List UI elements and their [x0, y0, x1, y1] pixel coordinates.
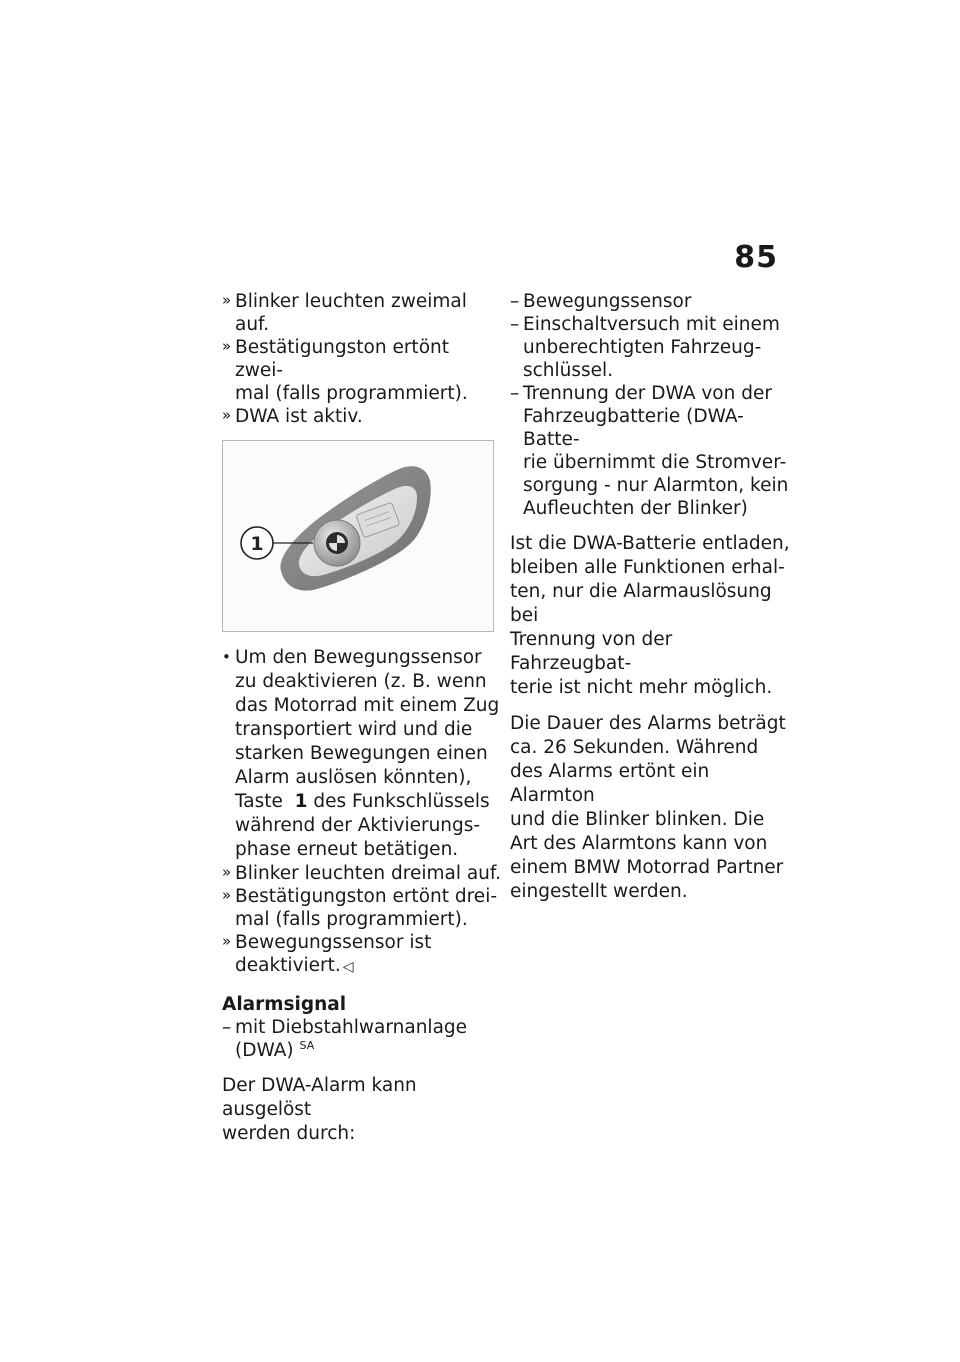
special-equipment-badge: SA	[299, 1038, 315, 1052]
option-item: – mit Diebstahlwarnanlage (DWA) $^{SA}$	[222, 1016, 502, 1062]
right-column	[510, 290, 790, 904]
instruction-step	[222, 646, 502, 862]
key-fob-illustration	[223, 441, 493, 631]
battery-paragraph: Ist die DWA-Batterie entladen, bleiben alle Funktionen erhal- ten, nur die Alarmauslösung bei Trennung von der Fahrzeugbat- terie ist nicht mehr möglich.	[510, 533, 790, 698]
result-item: » Bestätigungston ertönt zwei- mal (falls programmiert).	[222, 336, 502, 405]
trigger-item: – Bewegungssensor	[510, 290, 790, 313]
alarm-intro-paragraph: Der DWA-Alarm kann ausgelöst werden durch:	[222, 1075, 417, 1144]
left-column	[222, 290, 502, 1146]
result-item: » Bewegungssensor ist deaktiviert. ◁	[222, 931, 502, 979]
result-list-bottom	[222, 862, 502, 979]
duration-paragraph: Die Dauer des Alarms beträgt ca. 26 Sekunden. Während des Alarms ertönt ein Alarmton und die Blinker blinken. Die Art des Alarmtons kann von einem BMW Motorrad Partner eingestellt werden.	[510, 713, 786, 902]
key-reference-number: 1	[294, 791, 308, 812]
result-item: » DWA ist aktiv.	[222, 405, 502, 428]
section-heading: Alarmsignal	[222, 994, 347, 1015]
callout-number: 1	[250, 533, 264, 555]
key-fob-figure	[222, 440, 494, 632]
result-item: » Blinker leuchten dreimal auf.	[222, 862, 502, 885]
page-number: 85	[734, 240, 778, 275]
trigger-item: – Trennung der DWA von der Fahrzeugbatterie (DWA-Batte- rie übernimmt die Stromver- sorgung - nur Alarmton, kein Aufleuchten der Blinker)	[510, 382, 790, 520]
result-list-top	[222, 290, 502, 428]
result-item: » Blinker leuchten zweimal auf.	[222, 290, 502, 336]
result-item: » Bestätigungston ertönt drei- mal (falls programmiert).	[222, 885, 502, 931]
trigger-list	[510, 290, 790, 520]
end-of-section-icon: ◁	[342, 959, 354, 975]
step-text: • Um den Bewegungssensor zu deaktivieren (z. B. wenn das Motorrad mit einem Zug transportiert wird und die starken Bewegungen einen Alarm auslösen könnten), Taste 1 des Funkschlüssels während der Aktivierungs- phase erneut betätigen.	[235, 647, 500, 860]
trigger-item: – Einschaltversuch mit einem unberechtigten Fahrzeug- schlüssel.	[510, 313, 790, 382]
